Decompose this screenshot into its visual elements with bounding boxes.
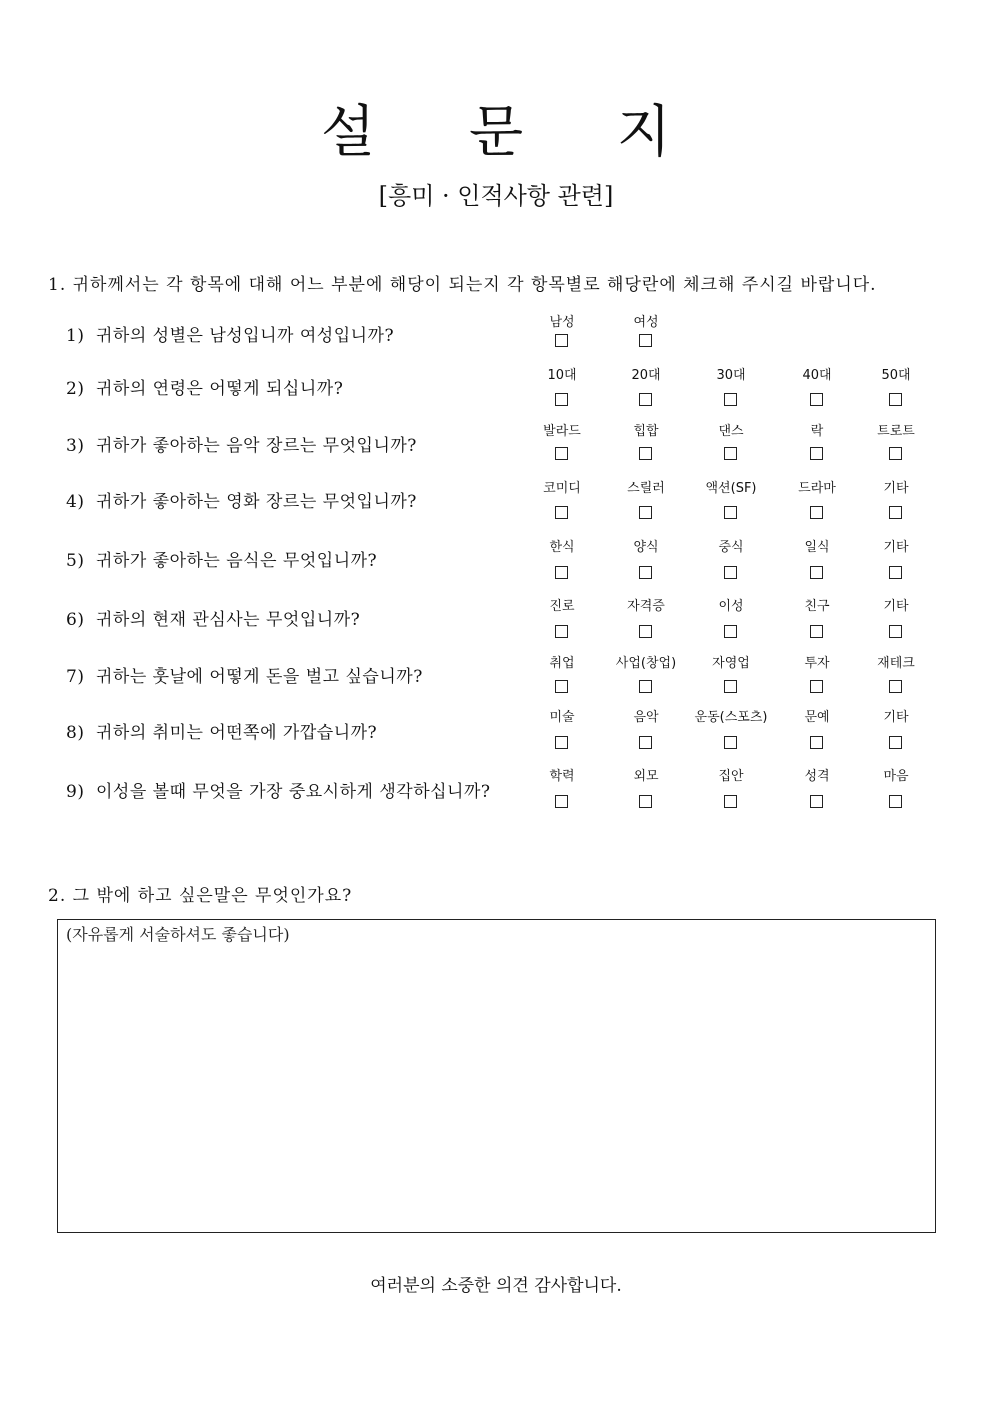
page-subtitle: [흥미 · 인적사항 관련] <box>378 182 614 210</box>
question-text: 귀하의 성별은 남성입니까 여성입니까? <box>96 326 395 346</box>
option-checkbox[interactable] <box>724 393 737 406</box>
option-checkbox[interactable] <box>639 736 652 749</box>
option-checkbox[interactable] <box>555 393 568 406</box>
option-checkbox[interactable] <box>639 795 652 808</box>
question-6 <box>66 605 360 630</box>
question-number: 6) <box>66 610 85 630</box>
question-number: 7) <box>66 667 85 687</box>
option-label: 남성 <box>549 315 575 330</box>
question-text: 귀하가 좋아하는 음악 장르는 무엇입니까? <box>96 436 417 456</box>
option-checkbox[interactable] <box>810 566 823 579</box>
option-label: 사업(창업) <box>615 656 677 671</box>
option-label: 10대 <box>547 368 577 383</box>
option-label: 40대 <box>802 368 832 383</box>
question-text: 귀하는 훗날에 어떻게 돈을 벌고 싶습니까? <box>96 667 423 687</box>
option-label: 기타 <box>883 481 909 496</box>
option-label: 투자 <box>804 656 830 671</box>
page-title: 설 문 지 <box>321 100 709 165</box>
option-checkbox[interactable] <box>555 566 568 579</box>
option-checkbox[interactable] <box>555 447 568 460</box>
option-checkbox[interactable] <box>810 506 823 519</box>
option-label: 이성 <box>718 599 744 614</box>
option-label: 댄스 <box>718 424 744 439</box>
option-label: 락 <box>810 424 824 439</box>
question-text: 귀하의 현재 관심사는 무엇입니까? <box>96 610 361 630</box>
option-label: 취업 <box>549 656 575 671</box>
question-2 <box>66 374 343 399</box>
question-number: 1) <box>66 326 85 346</box>
option-label: 여성 <box>633 315 659 330</box>
option-checkbox[interactable] <box>889 736 902 749</box>
option-checkbox[interactable] <box>889 680 902 693</box>
question-text: 귀하가 좋아하는 영화 장르는 무엇입니까? <box>96 492 417 512</box>
option-label: 친구 <box>804 599 830 614</box>
option-label: 미술 <box>549 710 575 725</box>
option-label: 힙합 <box>633 424 659 439</box>
option-checkbox[interactable] <box>810 680 823 693</box>
option-checkbox[interactable] <box>724 625 737 638</box>
option-checkbox[interactable] <box>639 680 652 693</box>
option-label: 운동(스포츠) <box>694 710 768 725</box>
thanks-message: 여러분의 소중한 의견 감사합니다. <box>370 1276 622 1296</box>
option-label: 기타 <box>883 599 909 614</box>
question-text: 귀하가 좋아하는 음식은 무엇입니까? <box>96 551 378 571</box>
option-label: 스릴러 <box>627 481 665 496</box>
option-label: 집안 <box>718 769 744 784</box>
question-number: 9) <box>66 782 85 802</box>
option-checkbox[interactable] <box>555 736 568 749</box>
option-checkbox[interactable] <box>639 334 652 347</box>
option-label: 발라드 <box>543 424 581 439</box>
free-answer-input[interactable] <box>64 946 929 1226</box>
section-2-heading: 2. 그 밖에 하고 싶은말은 무엇인가요? <box>48 886 353 906</box>
option-checkbox[interactable] <box>724 795 737 808</box>
option-label: 진로 <box>549 599 575 614</box>
option-label: 한식 <box>549 540 575 555</box>
option-label: 트로트 <box>877 424 915 439</box>
option-label: 드라마 <box>798 481 836 496</box>
option-label: 학력 <box>549 769 575 784</box>
free-answer-hint: (자유롭게 서술하셔도 좋습니다) <box>66 925 290 944</box>
option-checkbox[interactable] <box>555 334 568 347</box>
option-checkbox[interactable] <box>889 566 902 579</box>
question-number: 2) <box>66 379 85 399</box>
question-number: 5) <box>66 551 85 571</box>
option-label: 양식 <box>633 540 659 555</box>
question-text: 귀하의 연령은 어떻게 되십니까? <box>96 379 344 399</box>
option-label: 음악 <box>633 710 659 725</box>
option-checkbox[interactable] <box>810 625 823 638</box>
option-checkbox[interactable] <box>639 625 652 638</box>
option-checkbox[interactable] <box>724 506 737 519</box>
option-checkbox[interactable] <box>889 447 902 460</box>
option-checkbox[interactable] <box>810 447 823 460</box>
option-checkbox[interactable] <box>724 680 737 693</box>
question-8 <box>66 718 377 743</box>
question-number: 4) <box>66 492 85 512</box>
question-number: 3) <box>66 436 85 456</box>
option-label: 중식 <box>718 540 744 555</box>
option-label: 코미디 <box>543 481 581 496</box>
option-checkbox[interactable] <box>639 447 652 460</box>
question-9 <box>66 777 491 802</box>
option-checkbox[interactable] <box>639 506 652 519</box>
question-5 <box>66 546 377 571</box>
option-label: 문예 <box>804 710 830 725</box>
option-label: 자격증 <box>627 599 665 614</box>
option-label: 50대 <box>881 368 911 383</box>
option-checkbox[interactable] <box>555 795 568 808</box>
option-label: 기타 <box>883 710 909 725</box>
question-text: 귀하의 취미는 어떤쪽에 가깝습니까? <box>96 723 378 743</box>
option-label: 재테크 <box>877 656 915 671</box>
option-checkbox[interactable] <box>810 736 823 749</box>
option-label: 20대 <box>631 368 661 383</box>
option-checkbox[interactable] <box>889 506 902 519</box>
question-4 <box>66 487 417 512</box>
option-checkbox[interactable] <box>555 506 568 519</box>
option-label: 30대 <box>716 368 746 383</box>
option-checkbox[interactable] <box>810 795 823 808</box>
question-1 <box>66 321 394 346</box>
option-label: 마음 <box>883 769 909 784</box>
option-checkbox[interactable] <box>810 393 823 406</box>
question-text: 이성을 볼때 무엇을 가장 중요시하게 생각하십니까? <box>96 782 491 802</box>
option-label: 외모 <box>633 769 659 784</box>
option-checkbox[interactable] <box>555 625 568 638</box>
option-label: 성격 <box>804 769 830 784</box>
question-3 <box>66 431 417 456</box>
option-label: 일식 <box>804 540 830 555</box>
question-number: 8) <box>66 723 85 743</box>
option-checkbox[interactable] <box>639 566 652 579</box>
option-checkbox[interactable] <box>889 625 902 638</box>
option-label: 액션(SF) <box>705 481 757 496</box>
option-checkbox[interactable] <box>555 680 568 693</box>
option-checkbox[interactable] <box>724 566 737 579</box>
free-answer-box[interactable] <box>57 919 936 1233</box>
question-7 <box>66 662 423 687</box>
option-label: 자영업 <box>712 656 750 671</box>
option-checkbox[interactable] <box>889 393 902 406</box>
option-checkbox[interactable] <box>639 393 652 406</box>
option-checkbox[interactable] <box>889 795 902 808</box>
option-label: 기타 <box>883 540 909 555</box>
option-checkbox[interactable] <box>724 447 737 460</box>
option-checkbox[interactable] <box>724 736 737 749</box>
section-1-heading: 1. 귀하께서는 각 항목에 대해 어느 부분에 해당이 되는지 각 항목별로 해당란에 체크해 주시길 바랍니다. <box>48 275 877 295</box>
